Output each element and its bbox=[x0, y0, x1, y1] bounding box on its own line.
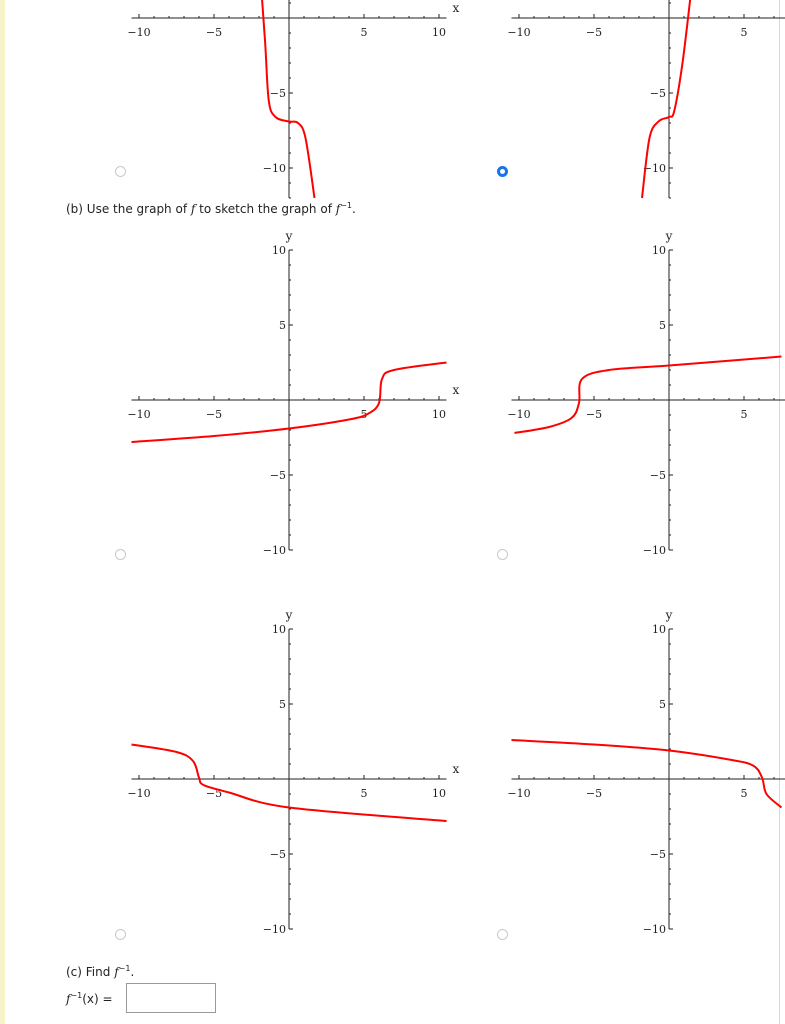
radio-option-top-right[interactable] bbox=[497, 166, 508, 177]
y-axis-label: y bbox=[285, 608, 293, 622]
y-tick-label: −10 bbox=[262, 923, 286, 936]
x-tick-label: −5 bbox=[585, 26, 603, 39]
y-tick-label: 10 bbox=[272, 244, 286, 257]
inverse-answer-input[interactable] bbox=[126, 983, 216, 1013]
x-tick-label: 5 bbox=[360, 787, 368, 800]
x-tick-label: 5 bbox=[360, 408, 368, 421]
y-tick-label: −10 bbox=[642, 162, 666, 175]
x-tick-label: −10 bbox=[127, 787, 151, 800]
part-b-rest: to sketch the graph of bbox=[199, 202, 332, 216]
graph-bottom-left bbox=[125, 599, 460, 939]
graph-top-right bbox=[505, 0, 785, 190]
part-b-prompt bbox=[66, 201, 356, 216]
y-tick-label: −5 bbox=[269, 848, 286, 861]
graph-mid-left bbox=[125, 220, 460, 560]
part-c-prompt bbox=[66, 964, 134, 979]
radio-option-bottom-right[interactable] bbox=[497, 929, 508, 940]
y-tick-label: −10 bbox=[262, 544, 286, 557]
part-c-inverse-name: f bbox=[114, 965, 119, 979]
radio-option-mid-right[interactable] bbox=[497, 549, 508, 560]
radio-option-top-left[interactable] bbox=[115, 166, 126, 177]
graph-top-left bbox=[125, 0, 460, 190]
x-tick-label: −10 bbox=[127, 408, 151, 421]
part-b-period: . bbox=[352, 202, 356, 216]
y-tick-label: 5 bbox=[279, 319, 286, 332]
x-axis-label: x bbox=[452, 383, 460, 397]
y-tick-label: 10 bbox=[272, 623, 286, 636]
x-tick-label: −5 bbox=[205, 26, 223, 39]
part-b-inverse-name: f bbox=[335, 202, 341, 216]
y-tick-label: −5 bbox=[269, 87, 286, 100]
left-margin-stripe bbox=[0, 0, 5, 1024]
y-axis-label: y bbox=[285, 229, 293, 243]
graph-bottom-right bbox=[505, 599, 785, 939]
y-axis-label: y bbox=[665, 229, 673, 243]
x-tick-label: 5 bbox=[740, 787, 748, 800]
y-tick-label: 5 bbox=[659, 698, 666, 711]
answer-prefix: f bbox=[66, 992, 71, 1006]
y-tick-label: −10 bbox=[262, 162, 286, 175]
answer-sup: −1 bbox=[70, 991, 83, 1000]
function-curve bbox=[515, 357, 782, 434]
x-tick-label: −10 bbox=[127, 26, 151, 39]
y-tick-label: −5 bbox=[649, 469, 666, 482]
x-tick-label: 5 bbox=[360, 26, 368, 39]
answer-label bbox=[66, 991, 113, 1006]
x-tick-label: −5 bbox=[585, 787, 603, 800]
y-axis-label: y bbox=[665, 608, 673, 622]
part-b-label: (b) Use the graph of bbox=[66, 202, 188, 216]
part-c-inverse-sup: −1 bbox=[118, 964, 131, 973]
y-tick-label: 10 bbox=[652, 623, 666, 636]
radio-option-bottom-left[interactable] bbox=[115, 929, 126, 940]
x-tick-label: 10 bbox=[432, 26, 446, 39]
y-tick-label: 5 bbox=[659, 319, 666, 332]
y-tick-label: −5 bbox=[269, 469, 286, 482]
graph-mid-right bbox=[505, 220, 785, 560]
x-tick-label: −5 bbox=[585, 408, 603, 421]
y-tick-label: −10 bbox=[642, 544, 666, 557]
y-tick-label: 5 bbox=[279, 698, 286, 711]
x-axis-label: x bbox=[452, 1, 460, 15]
y-tick-label: −5 bbox=[649, 87, 666, 100]
x-tick-label: −5 bbox=[205, 408, 223, 421]
answer-suffix: (x) = bbox=[82, 992, 113, 1006]
part-c-label: (c) Find bbox=[66, 965, 111, 979]
y-tick-label: 10 bbox=[652, 244, 666, 257]
y-tick-label: −5 bbox=[649, 848, 666, 861]
x-axis-label: x bbox=[452, 762, 460, 776]
part-b-inverse-sup: −1 bbox=[340, 201, 352, 210]
x-tick-label: 10 bbox=[432, 408, 446, 421]
part-b-fname: f bbox=[190, 202, 196, 216]
x-tick-label: 5 bbox=[740, 408, 748, 421]
radio-option-mid-left[interactable] bbox=[115, 549, 126, 560]
part-c-period: . bbox=[130, 965, 135, 979]
x-tick-label: 5 bbox=[740, 26, 748, 39]
x-tick-label: −10 bbox=[507, 26, 531, 39]
x-tick-label: −5 bbox=[205, 787, 223, 800]
x-tick-label: 10 bbox=[432, 787, 446, 800]
y-tick-label: −10 bbox=[642, 923, 666, 936]
x-tick-label: −10 bbox=[507, 787, 531, 800]
x-tick-label: −10 bbox=[507, 408, 531, 421]
